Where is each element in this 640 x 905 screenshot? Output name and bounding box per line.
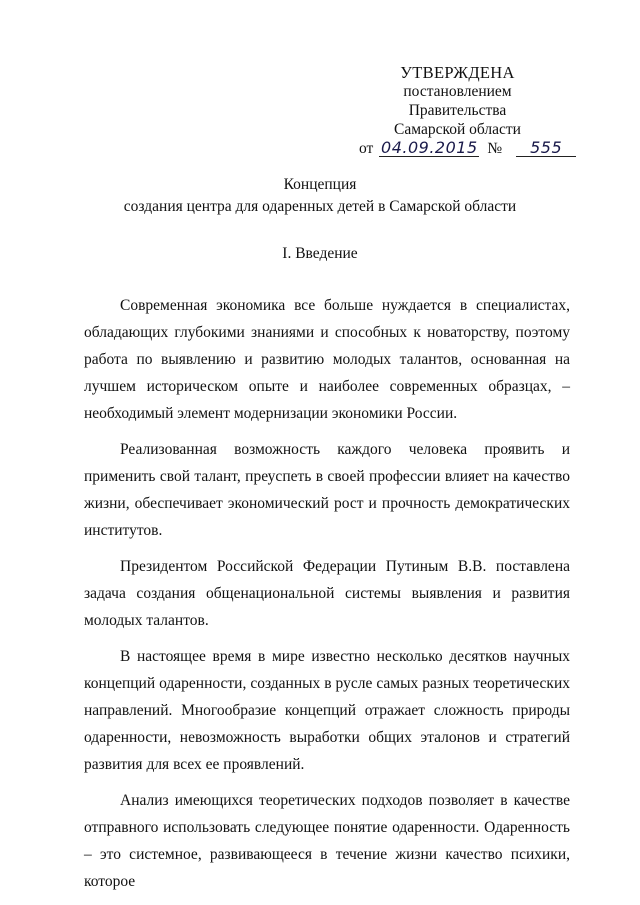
- section-heading: I. Введение: [282, 245, 358, 262]
- approval-date-line: [355, 138, 563, 158]
- document-body: [84, 292, 570, 904]
- document-subtitle: создания центра для одаренных детей в Самарской области: [123, 198, 517, 215]
- approval-line-2: Самарской области: [394, 121, 521, 138]
- paragraph: Реализованная возможность каждого человека проявить и применить свой талант, преуспеть в своей профессии влияет на качество жизни, обеспечивает экономический рост и прочность демократических институтов.: [84, 441, 570, 539]
- paragraph: Президентом Российской Федерации Путиным В.В. поставлена задача создания общенациональной системы выявления и развития молодых талантов.: [84, 558, 570, 629]
- document-title: Концепция: [283, 176, 357, 193]
- date-prefix: от: [359, 140, 374, 157]
- number-prefix: №: [487, 140, 503, 157]
- paragraph: Анализ имеющихся теоретических подходов позволяет в качестве отправного использовать следующее понятие одаренности. Одаренность – это системное, развивающееся в течение жизни качество психики, которое: [84, 792, 570, 890]
- handwritten-number: 555: [516, 139, 576, 157]
- paragraph: В настоящее время в мире известно несколько десятков научных концепций одаренности, созданных в русле самых разных теоретических направлений. Многообразие концепций отражает сложность природы одаренности, невозможность выработки общих эталонов и стратегий развития для всех ее проявлений.: [84, 648, 570, 773]
- handwritten-date: 04.09.2015: [381, 138, 478, 157]
- approval-stamp: [355, 63, 563, 158]
- approval-line-1: постановлением Правительства: [403, 83, 512, 119]
- paragraph: Современная экономика все больше нуждается в специалистах, обладающих глубокими знаниями и способных к новаторству, поэтому работа по выявлению и развитию молодых талантов, основанная на лучшем историческом опыте и наиболее современных образцах, – необходимый элемент модернизации экономики России.: [84, 297, 570, 422]
- approval-title: УТВЕРЖДЕНА: [400, 63, 515, 82]
